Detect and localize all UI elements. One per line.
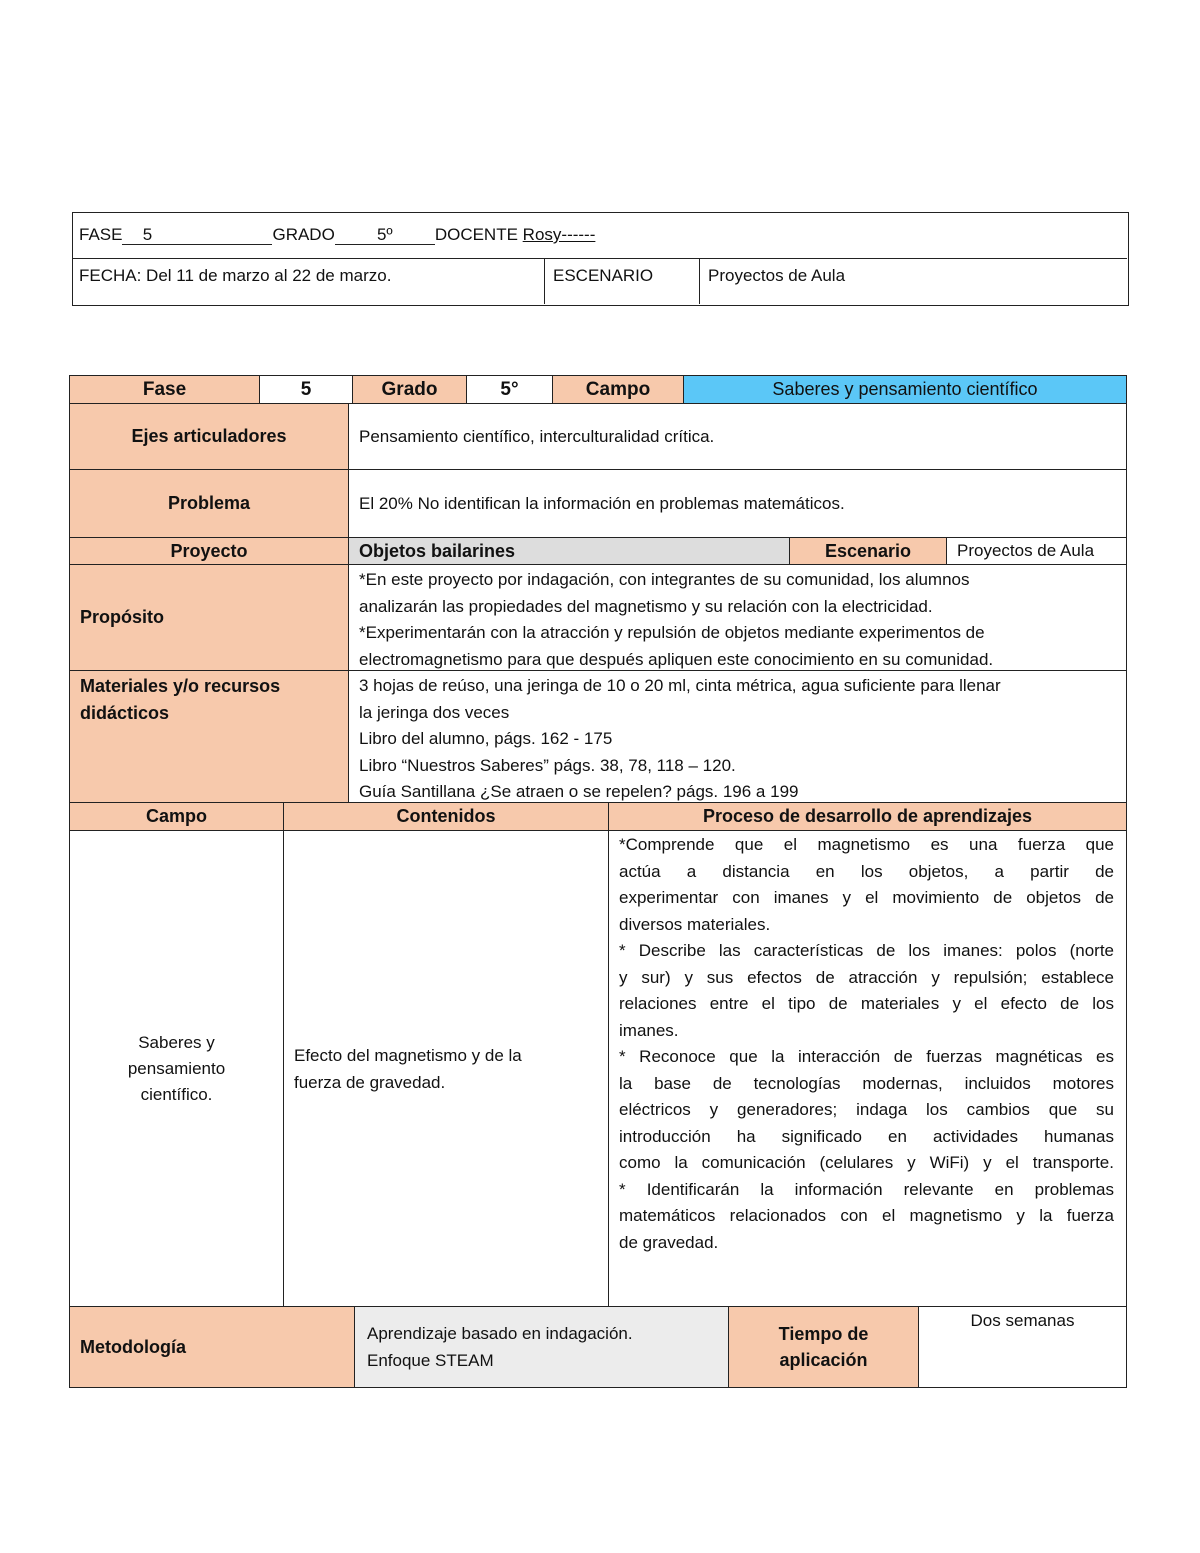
campo-header-label: Campo [585, 378, 651, 400]
proyecto-label: Proyecto [170, 540, 248, 561]
proyecto-value-cell [348, 537, 790, 565]
proceso-line: imanes. [619, 1020, 679, 1040]
proceso-line: experimentar con imanes y el movimiento de objetos de [619, 888, 1114, 907]
tiempo-label: Tiempo de aplicación [778, 1324, 869, 1370]
col-campo-header [69, 802, 284, 831]
tiempo-value-cell [918, 1306, 1127, 1388]
contenidos-body-text: Efecto del magnetismo y de la fuerza de gravedad. [294, 1045, 522, 1092]
metodologia-value-cell [354, 1306, 729, 1388]
proposito-label: Propósito [80, 607, 164, 627]
fecha-text: FECHA: Del 11 de marzo al 22 de marzo. [79, 266, 392, 285]
col-proceso-label: Proceso de desarrollo de aprendizajes [702, 806, 1033, 826]
proyecto-label-cell [69, 537, 349, 565]
problema-value: El 20% No identifican la información en problemas matemáticos. [359, 493, 845, 513]
proposito-value-cell [348, 564, 1127, 671]
proceso-line: introducción ha significado en actividades humanas [619, 1126, 1114, 1146]
proceso-line: * Identificarán la información relevante en problemas [619, 1179, 1114, 1199]
ejes-value: Pensamiento científico, interculturalidad crítica. [359, 426, 715, 446]
ejes-label-cell [69, 403, 349, 470]
proceso-line: actúa a distancia en los objetos, a partir de [619, 861, 1114, 881]
grado-header-cell [352, 375, 467, 404]
docente-label: DOCENTE [434, 225, 518, 244]
grado-header-label: Grado [381, 378, 438, 400]
proposito-label-cell [69, 564, 349, 671]
campo-body-text: Saberes y pensamiento científico. [127, 1032, 226, 1104]
proceso-body-cell [608, 830, 1127, 1307]
materiales-label-cell [69, 670, 349, 803]
campo-header-value [683, 375, 1127, 404]
proceso-line: *Comprende que el magnetismo es una fuerza que [619, 835, 1114, 854]
col-proceso-header [608, 802, 1127, 831]
fase-value-text: 5 [142, 224, 153, 244]
proceso-line: de gravedad. [619, 1232, 719, 1252]
tiempo-label-cell [728, 1306, 919, 1388]
escenario-row-value-cell [946, 537, 1127, 565]
grado-header-value [466, 375, 553, 404]
metodologia-line: Enfoque STEAM [367, 1350, 494, 1370]
proceso-line: eléctricos y generadores; indaga los cambios que su [619, 1100, 1114, 1119]
materiales-line: 3 hojas de reúso, una jeringa de 10 o 20 ml, cinta métrica, agua suficiente para llenar [359, 676, 1001, 695]
contenidos-body-cell [283, 830, 609, 1307]
metodologia-line: Aprendizaje basado en indagación. [367, 1324, 633, 1343]
tiempo-value: Dos semanas [970, 1311, 1075, 1330]
escenario-row-value: Proyectos de Aula [957, 541, 1095, 560]
proceso-line: matemáticos relacionados con el magnetismo y la fuerza [619, 1206, 1114, 1225]
materiales-line: Libro del alumno, págs. 162 - 175 [359, 729, 613, 748]
fase-header-cell [69, 375, 260, 404]
ejes-value-cell [348, 403, 1127, 470]
metodologia-label-cell [69, 1306, 355, 1388]
escenario-value: Proyectos de Aula [708, 266, 846, 285]
fase-header-value-text: 5 [300, 378, 312, 400]
proposito-line: electromagnetismo para que después apliquen este conocimiento en su comunidad. [359, 649, 994, 669]
materiales-label: Materiales y/o recursos didácticos [80, 676, 281, 723]
grado-value-text: 5º [376, 224, 393, 244]
proposito-line: *Experimentarán con la atracción y repulsión de objetos mediante experimentos de [359, 623, 985, 642]
proceso-line: y sur) y sus efectos de atracción y repulsión; establece [619, 967, 1114, 987]
materiales-line: la jeringa dos veces [359, 702, 510, 722]
fase-label: FASE [79, 225, 123, 244]
metodologia-label: Metodología [80, 1336, 186, 1357]
campo-body-cell [69, 830, 284, 1307]
proceso-line: * Describe las características de los imanes: polos (norte [619, 941, 1114, 960]
proceso-line: la base de tecnologías modernas, incluidos motores [619, 1073, 1114, 1093]
proposito-line: analizarán las propiedades del magnetismo y su relación con la electricidad. [359, 596, 933, 616]
fase-header-value [259, 375, 353, 404]
ejes-label: Ejes articuladores [131, 426, 287, 446]
escenario-row-label-cell [789, 537, 947, 565]
escenario-row-label: Escenario [824, 540, 912, 561]
materiales-value-cell [348, 670, 1127, 803]
col-campo-label: Campo [145, 806, 207, 826]
grado-header-value-text: 5° [500, 378, 519, 400]
fase-header-label: Fase [142, 378, 187, 400]
problema-value-cell [348, 469, 1127, 538]
problema-label: Problema [167, 493, 251, 513]
escenario-label: ESCENARIO [553, 266, 654, 285]
proposito-line: *En este proyecto por indagación, con integrantes de su comunidad, los alumnos [359, 570, 970, 589]
proceso-line: diversos materiales. [619, 914, 771, 934]
campo-header-cell [552, 375, 684, 404]
campo-header-value-text: Saberes y pensamiento científico [772, 379, 1038, 399]
problema-label-cell [69, 469, 349, 538]
proceso-line: como la comunicación (celulares y WiFi) y el transporte. [619, 1153, 1114, 1172]
materiales-line: Guía Santillana ¿Se atraen o se repelen? págs. 196 a 199 [359, 782, 799, 801]
grado-label: GRADO [272, 225, 335, 244]
docente-value: Rosy------ [522, 225, 596, 244]
proceso-line: * Reconoce que la interacción de fuerzas magnéticas es [619, 1047, 1114, 1066]
col-contenidos-label: Contenidos [396, 806, 496, 826]
materiales-line: Libro “Nuestros Saberes” págs. 38, 78, 118 – 120. [359, 755, 736, 775]
col-contenidos-header [283, 802, 609, 831]
proceso-line: relaciones entre el tipo de materiales y el efecto de los [619, 994, 1114, 1013]
proyecto-value: Objetos bailarines [359, 540, 516, 561]
